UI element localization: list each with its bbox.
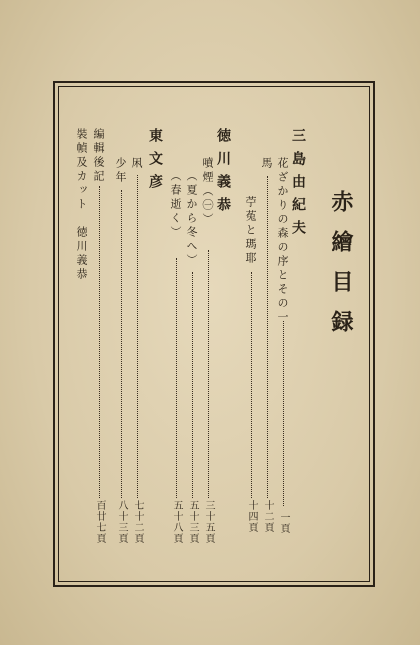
leader-dots: [176, 258, 177, 498]
author-mishima: 三島由紀夫: [290, 128, 306, 243]
leader-dots: [192, 272, 193, 498]
author-higashi: 東文彦: [147, 128, 163, 197]
entry-title: （春逝く）: [169, 170, 182, 240]
leader-dots: [283, 321, 284, 506]
entry-title: 苧菟と瑪耶: [244, 196, 257, 266]
entry-page: 十二頁: [262, 500, 273, 533]
entry-page: 八十三頁: [116, 500, 127, 544]
entry-page: 一頁: [278, 512, 289, 534]
entry-page: 五十八頁: [171, 500, 182, 544]
entry-page: 十四頁: [246, 500, 257, 533]
entry-page: 三十五頁: [203, 500, 214, 544]
entry-title: 馬: [260, 157, 273, 171]
entry-title: 編輯後記: [92, 128, 105, 184]
entry-title: 花ざかりの森の序とその一: [276, 157, 289, 325]
leader-dots: [267, 176, 268, 498]
leader-dots: [251, 272, 252, 498]
toc-title: 赤繪目録: [328, 190, 354, 350]
entry-title: （夏から冬へ）: [185, 170, 198, 268]
entry-title: 少年: [114, 157, 127, 185]
entry-title: 噴煙（㊀）: [201, 157, 214, 227]
leader-dots: [121, 190, 122, 498]
entry-title: 裝幀及カット 徳川義恭: [75, 128, 88, 282]
author-tokugawa: 徳川義恭: [215, 128, 231, 220]
entry-title: 凩: [130, 157, 143, 171]
entry-page: 五十三頁: [187, 500, 198, 544]
entry-page: 七十二頁: [132, 500, 143, 544]
leader-dots: [137, 175, 138, 498]
entry-page: 百廿七頁: [94, 500, 105, 544]
leader-dots: [99, 186, 100, 498]
leader-dots: [208, 250, 209, 498]
